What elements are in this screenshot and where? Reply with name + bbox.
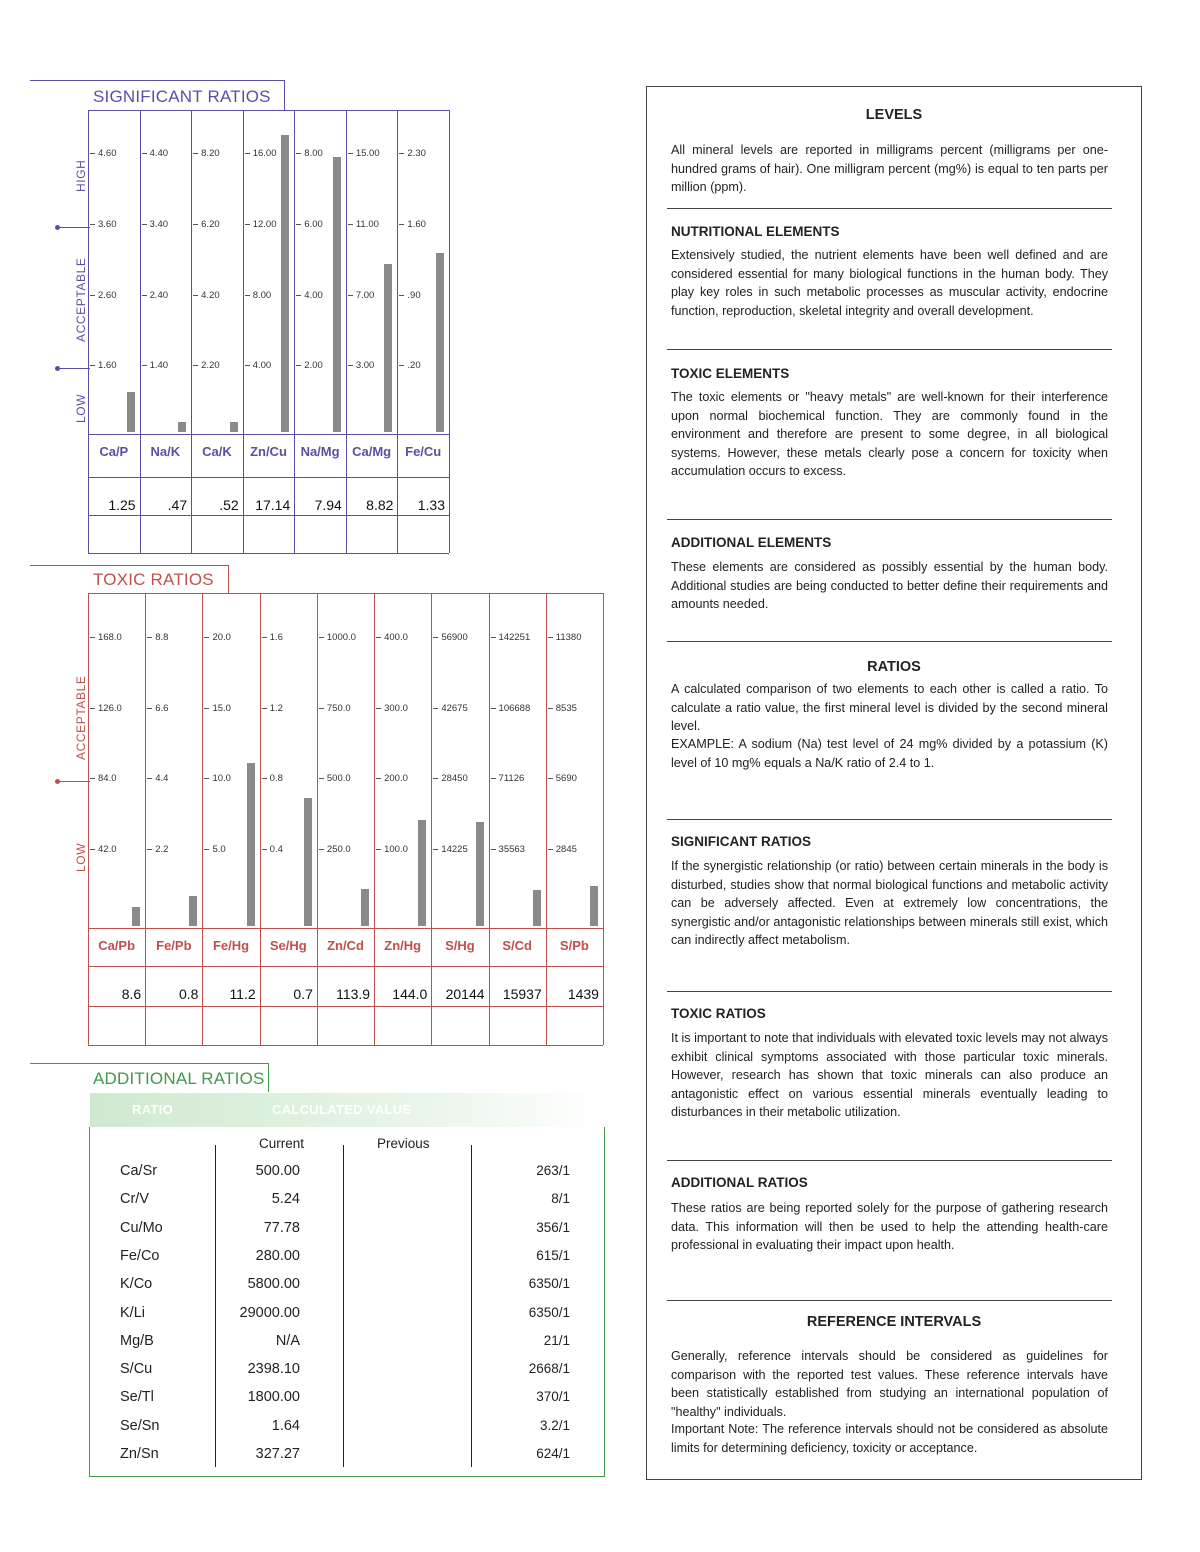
ratio-bar-ca-pb [132, 907, 140, 926]
scale-tick: 300.0 [376, 703, 408, 714]
scale-tick: 14225 [433, 844, 467, 855]
toxic-column-divider [88, 593, 89, 1045]
levels-heading: LEVELS [865, 107, 923, 123]
ratio-name: Ca/Pb [98, 938, 136, 953]
additional-ratio-reference: 8/1 [551, 1191, 570, 1207]
scale-tick: .90 [399, 290, 420, 301]
scale-tick: 4.00 [296, 290, 323, 301]
scale-tick: 10.0 [204, 773, 231, 784]
scale-tick: 8.8 [147, 632, 168, 643]
additional-ratio-reference: 6350/1 [528, 1304, 570, 1320]
scale-tick: 35563 [491, 844, 525, 855]
ratio-name: S/Pb [559, 938, 589, 953]
ratio-value: 8.82 [366, 497, 394, 513]
ratio-value: 7.94 [314, 497, 342, 513]
ratio-name: Zn/Cu [250, 444, 287, 459]
significant-chart-top-border [88, 110, 449, 111]
additional-ratio-reference: 615/1 [536, 1247, 570, 1263]
ratio-column-header: RATIO [132, 1102, 173, 1117]
ratio-bar-fe-hg [247, 763, 255, 926]
scale-tick: 4.60 [90, 148, 117, 159]
additional-ratios-heading: ADDITIONAL RATIOS [671, 1175, 808, 1190]
additional-ratio-name: Ca/Sr [120, 1163, 158, 1179]
toxic-ratios-title: TOXIC RATIOS [93, 570, 214, 589]
significant-column-divider [88, 110, 89, 553]
ratio-value: .47 [167, 497, 188, 513]
additional-ratio-name: Cr/V [120, 1191, 149, 1208]
scale-tick: 8.20 [193, 148, 220, 159]
additional-ratio-reference: 370/1 [536, 1389, 570, 1405]
toxic-column-divider [374, 593, 375, 1045]
additional-ratio-current: 327.27 [255, 1446, 300, 1462]
ratios-example: EXAMPLE: A sodium (Na) test level of 24 mg% divided by a potassium (K) level of 10 mg% equals a Na/K ratio of 2.4 to 1. [671, 737, 1108, 770]
ratio-bar-s-hg [476, 822, 484, 926]
scale-tick: 4.20 [193, 290, 220, 301]
significant-level-label-acceptable: ACCEPTABLE [74, 257, 88, 342]
additional-ratio-reference: 624/1 [536, 1446, 570, 1461]
significant-column-divider [191, 110, 192, 553]
scale-tick: 2.2 [147, 844, 168, 855]
scale-tick: 15.0 [204, 703, 231, 714]
toxic-value-row-border [88, 966, 603, 967]
scale-tick: 2.60 [90, 290, 117, 301]
ratio-bar-na-mg [333, 157, 341, 432]
ratio-name: Fe/Pb [156, 938, 192, 953]
toxic-column-divider [603, 593, 604, 1045]
ratio-value: 1.33 [417, 497, 445, 513]
scale-tick: 2845 [548, 844, 577, 855]
additional-ratio-reference: 3.2/1 [539, 1417, 570, 1433]
additional-ratio-reference: 21/1 [543, 1332, 570, 1348]
significant-header-row-border [88, 434, 449, 435]
toxic-level-label-acceptable: ACCEPTABLE [74, 675, 88, 760]
scale-tick: 56900 [433, 632, 467, 643]
scale-tick: 8.00 [296, 148, 323, 159]
scale-tick: 1.40 [142, 360, 169, 371]
additional-ratio-name: Fe/Co [120, 1247, 160, 1264]
significant-column-divider [140, 110, 141, 553]
scale-tick: 5.0 [204, 844, 225, 855]
scale-tick: 0.8 [262, 773, 283, 784]
scale-tick: 0.4 [262, 844, 283, 855]
ratio-name: Fe/Cu [405, 444, 442, 459]
scale-tick: 3.60 [90, 219, 117, 230]
scale-tick: 11.00 [348, 219, 379, 230]
additional-ratio-current: 5800.00 [247, 1276, 300, 1293]
ratio-name: Ca/K [202, 444, 232, 459]
nutritional-elements-heading: NUTRITIONAL ELEMENTS [671, 224, 840, 239]
scale-tick: 400.0 [376, 632, 408, 643]
significant-value-row-border [88, 477, 449, 478]
reference-intervals-heading: REFERENCE INTERVALS [806, 1314, 982, 1330]
ratio-name: Na/Mg [300, 444, 340, 459]
scale-tick: 1.6 [262, 632, 283, 643]
ratio-bar-zn-cu [281, 135, 289, 432]
previous-subheader: Previous [377, 1136, 430, 1151]
scale-tick: 28450 [433, 773, 467, 784]
ratio-bar-ca-mg [384, 264, 392, 432]
ratio-value: 144.0 [392, 986, 428, 1002]
toxic-column-divider [260, 593, 261, 1045]
toxic-level-label-low: LOW [74, 842, 88, 872]
additional-ratio-reference: 263/1 [536, 1163, 570, 1178]
additional-ratio-current: 2398.10 [247, 1361, 300, 1378]
additional-ratio-current: 1.64 [271, 1417, 300, 1434]
ratio-bar-fe-pb [189, 896, 197, 926]
calculated-value-column-header: CALCULATED VALUE [272, 1102, 412, 1117]
scale-tick: 142251 [491, 632, 531, 643]
scale-tick: 15.00 [348, 148, 380, 159]
additional-ratio-reference: 2668/1 [528, 1361, 570, 1377]
ratio-bar-zn-hg [418, 820, 426, 926]
ratio-name: S/Cd [502, 938, 532, 953]
toxic-ratios-text: It is important to note that individuals with elevated toxic levels may not always exhibit clinical symptoms associated with those particular toxic minerals. However, research has shown that toxic minerals can also produce an antagonistic effect on various essential minerals eventually leading to disturbances in their metabolic utilization. [671, 1031, 1108, 1119]
significant-level-boundary-marker [58, 227, 90, 228]
ratio-bar-ca-k [230, 422, 238, 432]
scale-tick: 2.00 [296, 360, 323, 371]
ratio-name: Se/Hg [269, 938, 307, 953]
ratio-name: Na/K [150, 444, 181, 459]
ratio-bar-na-k [178, 422, 186, 432]
reference-intervals-text: Generally, reference intervals should be considered as guidelines for comparison with the reported test values. These reference intervals have been statistically established from studying an international population of "healthy" individuals. [671, 1349, 1108, 1419]
additional-ratio-current: 77.78 [263, 1219, 300, 1236]
ratio-bar-s-pb [590, 886, 598, 926]
additional-ratio-current: 29000.00 [239, 1304, 300, 1321]
additional-ratio-reference: 6350/1 [528, 1276, 570, 1292]
toxic-chart-bottom-border [88, 1045, 603, 1046]
toxic-ratios-heading: TOXIC RATIOS [671, 1006, 766, 1021]
significant-column-divider [449, 110, 450, 553]
nutritional-elements-text: Extensively studied, the nutrient elements have been well defined and are considered essential for many biological functions in the human body. They play key roles in such metabolic processes as muscular activity, endocrine function, reproduction, skeletal integrity and overall development. [671, 248, 1108, 318]
ratio-value: 17.14 [255, 497, 291, 513]
ratio-name: Fe/Hg [212, 938, 250, 953]
scale-tick: 750.0 [319, 703, 351, 714]
toxic-elements-text: The toxic elements or "heavy metals" are well-known for their interference upon normal biochemical function. They are commonly found in the environment and therefore are present to some degree, in all biological systems. However, these metals clearly pose a concern for toxicity when accumulation occurs to excess. [671, 390, 1108, 478]
additional-ratio-current: N/A [275, 1332, 300, 1349]
toxic-column-divider [145, 593, 146, 1045]
toxic-elements-heading: TOXIC ELEMENTS [671, 366, 790, 381]
additional-ratios-text: These ratios are being reported solely for the purpose of gathering research data. This information will then be used to help the attending health-care professional in evaluating their impact upon health. [671, 1201, 1108, 1252]
scale-tick: 71126 [491, 773, 525, 784]
significant-ratios-heading: SIGNIFICANT RATIOS [671, 834, 811, 849]
toxic-chart-top-border [88, 593, 603, 594]
additional-ratio-reference: 356/1 [536, 1219, 570, 1235]
ratio-name: Zn/Cd [327, 938, 364, 953]
significant-level-boundary-marker [58, 368, 90, 369]
toxic-empty-row-border [88, 1006, 603, 1007]
scale-tick: 6.00 [296, 219, 323, 230]
ratio-bar-fe-cu [436, 253, 444, 432]
scale-tick: 4.00 [245, 360, 272, 371]
additional-ratio-name: Zn/Sn [120, 1446, 159, 1462]
scale-tick: 12.00 [245, 219, 277, 230]
ratio-value: 1.25 [108, 497, 136, 513]
toxic-column-divider [317, 593, 318, 1045]
significant-column-divider [243, 110, 244, 553]
significant-level-label-high: HIGH [74, 159, 88, 192]
significant-column-divider [397, 110, 398, 553]
scale-tick: 1.2 [262, 703, 283, 714]
scale-tick: 1.60 [399, 219, 426, 230]
scale-tick: 3.40 [142, 219, 169, 230]
ratio-name: S/Hg [445, 938, 475, 953]
scale-tick: 1.60 [90, 360, 117, 371]
reference-intervals-note: Important Note: The reference intervals should not be considered as absolute limits for determining deficiency, toxicity or acceptance. [671, 1422, 1108, 1455]
scale-tick: 8.00 [245, 290, 272, 301]
additional-ratio-current: 1800.00 [247, 1389, 300, 1406]
additional-ratio-name: Cu/Mo [120, 1219, 163, 1236]
additional-elements-heading: ADDITIONAL ELEMENTS [671, 535, 832, 550]
additional-ratio-name: K/Li [120, 1304, 145, 1321]
additional-ratios-header [90, 1093, 604, 1127]
scale-tick: 106688 [491, 703, 531, 714]
ratio-bar-ca-p [127, 392, 135, 432]
scale-tick: 20.0 [204, 632, 231, 643]
additional-ratio-current: 5.24 [271, 1191, 300, 1208]
additional-ratio-name: Se/Tl [120, 1389, 154, 1406]
scale-tick: 4.40 [142, 148, 169, 159]
ratio-value: 20144 [445, 986, 485, 1002]
ratio-value: 113.9 [336, 986, 371, 1002]
additional-ratio-name: K/Co [120, 1276, 153, 1293]
ratio-name: Ca/Mg [352, 444, 392, 459]
scale-tick: 2.20 [193, 360, 220, 371]
scale-tick: 200.0 [376, 773, 408, 784]
ratio-bar-zn-cd [361, 889, 369, 926]
ratio-name: Ca/P [99, 444, 129, 459]
scale-tick: 42675 [433, 703, 467, 714]
scale-tick: 3.00 [348, 360, 375, 371]
scale-tick: .20 [399, 360, 420, 371]
ratio-value: 15937 [502, 986, 542, 1002]
significant-empty-row-border [88, 515, 449, 516]
toxic-level-boundary-marker [58, 781, 90, 782]
scale-tick: 84.0 [90, 773, 117, 784]
scale-tick: 4.4 [147, 773, 168, 784]
significant-ratios-title: SIGNIFICANT RATIOS [93, 87, 271, 106]
ratio-value: 8.6 [121, 986, 142, 1002]
scale-tick: 1000.0 [319, 632, 356, 643]
ratios-heading: RATIOS [867, 659, 921, 675]
scale-tick: 250.0 [319, 844, 351, 855]
scale-tick: 11380 [548, 632, 582, 643]
scale-tick: 6.6 [147, 703, 168, 714]
ratio-name: Zn/Hg [384, 938, 422, 953]
toxic-column-divider [431, 593, 432, 1045]
additional-ratio-current: 280.00 [255, 1247, 300, 1264]
additional-ratio-current: 500.00 [255, 1163, 300, 1179]
scale-tick: 16.00 [245, 148, 277, 159]
significant-chart-bottom-border [88, 553, 449, 554]
scale-tick: 7.00 [348, 290, 375, 301]
significant-ratios-text: If the synergistic relationship (or ratio) between certain minerals in the body is disturbed, studies show that normal biological functions and metabolic activity can be adversely affected. Even at extremely low concentrations, the synergistic and/or antagonistic relationships between minerals still exist, which can indirectly affect metabolism. [671, 859, 1108, 947]
toxic-column-divider [202, 593, 203, 1045]
significant-column-divider [346, 110, 347, 553]
additional-ratio-name: Mg/B [120, 1332, 154, 1349]
levels-text: All mineral levels are reported in milligrams percent (milligrams per one-hundred grams of hair). One milligram percent (mg%) is equal to ten parts per million (ppm). [671, 143, 1108, 194]
ratio-bar-se-hg [304, 798, 312, 926]
additional-elements-text: These elements are considered as possibly essential by the human body. Additional studies are being conducted to better define their requirements and amounts needed. [671, 560, 1108, 611]
ratio-value: .52 [219, 497, 239, 513]
ratio-value: 0.7 [293, 986, 313, 1002]
ratio-value: 0.8 [178, 986, 199, 1002]
scale-tick: 2.30 [399, 148, 426, 159]
toxic-column-divider [489, 593, 490, 1045]
scale-tick: 5690 [548, 773, 577, 784]
significant-level-label-low: LOW [74, 393, 88, 423]
ratio-value: 1439 [567, 986, 599, 1002]
explanation-panel [646, 86, 1142, 1480]
toxic-column-divider [546, 593, 547, 1045]
scale-tick: 500.0 [319, 773, 351, 784]
significant-column-divider [294, 110, 295, 553]
scale-tick: 100.0 [376, 844, 408, 855]
scale-tick: 168.0 [90, 632, 122, 643]
additional-ratio-name: S/Cu [120, 1361, 153, 1378]
current-subheader: Current [259, 1136, 305, 1151]
scale-tick: 8535 [548, 703, 577, 714]
ratio-value: 11.2 [229, 986, 256, 1002]
scale-tick: 2.40 [142, 290, 169, 301]
scale-tick: 42.0 [90, 844, 117, 855]
ratio-bar-s-cd [533, 890, 541, 926]
toxic-header-row-border [88, 928, 603, 929]
scale-tick: 6.20 [193, 219, 220, 230]
additional-ratios-title: ADDITIONAL RATIOS [93, 1069, 265, 1088]
scale-tick: 126.0 [90, 703, 122, 714]
ratios-text: A calculated comparison of two elements to each other is called a ratio. To calculate a ratio value, the first mineral level is divided by the second mineral level. [671, 682, 1108, 733]
additional-ratio-name: Se/Sn [120, 1417, 160, 1434]
